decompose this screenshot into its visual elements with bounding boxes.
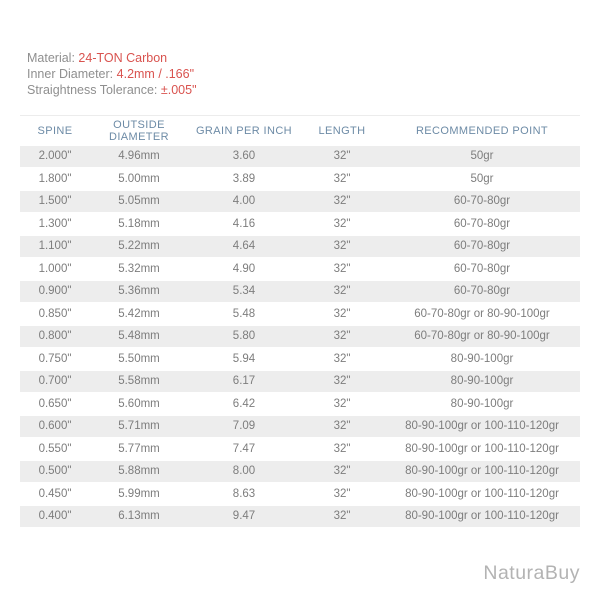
table-row: [20, 169, 580, 190]
table-cell: 50gr: [470, 150, 494, 163]
table-cell: 60-70-80gr: [453, 262, 511, 275]
table-row: [20, 371, 580, 392]
table-cell: 60-70-80gr: [453, 240, 511, 253]
table-cell: 60-70-80gr: [453, 285, 511, 298]
table-cell: 50gr: [470, 172, 494, 185]
table-cell: 80-90-100gr or 100-110-120gr: [405, 420, 559, 433]
table-cell: 60-70-80gr: [453, 195, 511, 208]
table-cell: 7.09: [232, 420, 256, 433]
table-row: [20, 461, 580, 482]
table-cell: 4.64: [232, 240, 256, 253]
table-cell: 80-90-100gr: [450, 397, 514, 410]
table-cell: 0.750": [38, 352, 72, 365]
table-cell: 32": [333, 195, 351, 208]
table-row: [20, 394, 580, 415]
table-cell: 60-70-80gr or 80-90-100gr: [414, 307, 550, 320]
table-cell: 0.900": [38, 285, 72, 298]
spec-summary: [27, 50, 197, 98]
table-cell: 60-70-80gr: [453, 217, 511, 230]
table-cell: 0.650": [38, 397, 72, 410]
table-cell: 6.42: [232, 397, 256, 410]
column-header: SPINE: [37, 125, 73, 137]
table-cell: 80-90-100gr or 100-110-120gr: [405, 465, 559, 478]
table-cell: 5.42mm: [118, 307, 160, 320]
material-value: 24-TON Carbon: [78, 51, 168, 65]
table-cell: 32": [333, 420, 351, 433]
table-cell: 32": [333, 442, 351, 455]
table-cell: 5.48mm: [118, 330, 160, 343]
table-cell: 5.94: [232, 352, 256, 365]
spec-table: [20, 115, 580, 529]
table-row: [20, 259, 580, 280]
table-cell: 80-90-100gr or 100-110-120gr: [405, 510, 559, 523]
column-header: LENGTH: [318, 125, 366, 137]
table-cell: 32": [333, 375, 351, 388]
table-cell: 7.47: [232, 442, 256, 455]
material-label: Material:: [27, 51, 75, 65]
table-cell: 80-90-100gr or 100-110-120gr: [405, 487, 559, 500]
table-cell: 32": [333, 307, 351, 320]
table-cell: 5.36mm: [118, 285, 160, 298]
table-cell: 32": [333, 352, 351, 365]
table-cell: 0.700": [38, 375, 72, 388]
spec-table-body: [20, 146, 580, 527]
table-cell: 5.58mm: [118, 375, 160, 388]
inner-diameter-label: Inner Diameter:: [27, 67, 114, 81]
table-cell: 1.500": [38, 195, 72, 208]
table-cell: 5.18mm: [118, 217, 160, 230]
table-cell: 80-90-100gr or 100-110-120gr: [405, 442, 559, 455]
table-cell: 5.71mm: [118, 420, 160, 433]
table-cell: 1.000": [38, 262, 72, 275]
table-row: [20, 191, 580, 212]
table-cell: 5.22mm: [118, 240, 160, 253]
table-row: [20, 146, 580, 167]
table-cell: 8.00: [232, 465, 256, 478]
table-cell: 32": [333, 285, 351, 298]
table-cell: 32": [333, 150, 351, 163]
table-cell: 5.34: [232, 285, 256, 298]
table-cell: 32": [333, 172, 351, 185]
table-cell: 5.32mm: [118, 262, 160, 275]
table-cell: 0.400": [38, 510, 72, 523]
table-cell: 5.50mm: [118, 352, 160, 365]
table-cell: 2.000": [38, 150, 72, 163]
inner-diameter-line: [27, 66, 197, 82]
table-cell: 4.96mm: [118, 150, 160, 163]
table-cell: 0.450": [38, 487, 72, 500]
inner-diameter-value: 4.2mm / .166": [116, 67, 195, 81]
material-line: [27, 50, 197, 66]
table-cell: 4.16: [232, 217, 256, 230]
naturabuy-watermark: NaturaBuy: [483, 562, 580, 584]
table-cell: 5.05mm: [118, 195, 160, 208]
table-cell: 1.300": [38, 217, 72, 230]
table-cell: 32": [333, 510, 351, 523]
column-header: GRAIN PER INCH: [195, 125, 293, 137]
table-cell: 32": [333, 262, 351, 275]
table-row: [20, 349, 580, 370]
table-cell: 5.99mm: [118, 487, 160, 500]
column-header: RECOMMENDED POINT: [415, 125, 549, 137]
table-row: [20, 214, 580, 235]
table-cell: 4.00: [232, 195, 256, 208]
straightness-value: ±.005": [160, 83, 197, 97]
column-header: OUTSIDE DIAMETER: [108, 119, 170, 143]
table-cell: 32": [333, 465, 351, 478]
table-cell: 80-90-100gr: [450, 352, 514, 365]
table-cell: 32": [333, 240, 351, 253]
table-cell: 5.77mm: [118, 442, 160, 455]
table-row: [20, 236, 580, 257]
table-row: [20, 281, 580, 302]
table-cell: 0.600": [38, 420, 72, 433]
table-row: [20, 326, 580, 347]
table-cell: 4.90: [232, 262, 256, 275]
table-cell: 8.63: [232, 487, 256, 500]
table-row: [20, 439, 580, 460]
table-cell: 3.60: [232, 150, 256, 163]
table-cell: 32": [333, 217, 351, 230]
table-cell: 0.500": [38, 465, 72, 478]
table-row: [20, 416, 580, 437]
table-cell: 5.48: [232, 307, 256, 320]
table-cell: 32": [333, 397, 351, 410]
table-cell: 1.100": [38, 240, 72, 253]
table-cell: 3.89: [232, 172, 256, 185]
table-cell: 32": [333, 330, 351, 343]
table-row: [20, 484, 580, 505]
table-cell: 5.00mm: [118, 172, 160, 185]
table-cell: 9.47: [232, 510, 256, 523]
table-row: [20, 304, 580, 325]
table-cell: 60-70-80gr or 80-90-100gr: [414, 330, 550, 343]
table-cell: 5.60mm: [118, 397, 160, 410]
table-cell: 80-90-100gr: [450, 375, 514, 388]
table-cell: 5.88mm: [118, 465, 160, 478]
table-cell: 0.550": [38, 442, 72, 455]
table-cell: 6.17: [232, 375, 256, 388]
table-cell: 5.80: [232, 330, 256, 343]
straightness-label: Straightness Tolerance:: [27, 83, 158, 97]
table-cell: 1.800": [38, 172, 72, 185]
table-cell: 0.850": [38, 307, 72, 320]
spec-table-header: [20, 116, 580, 146]
table-cell: 6.13mm: [118, 510, 160, 523]
table-cell: 0.800": [38, 330, 72, 343]
straightness-line: [27, 82, 197, 98]
table-cell: 32": [333, 487, 351, 500]
table-row: [20, 506, 580, 527]
